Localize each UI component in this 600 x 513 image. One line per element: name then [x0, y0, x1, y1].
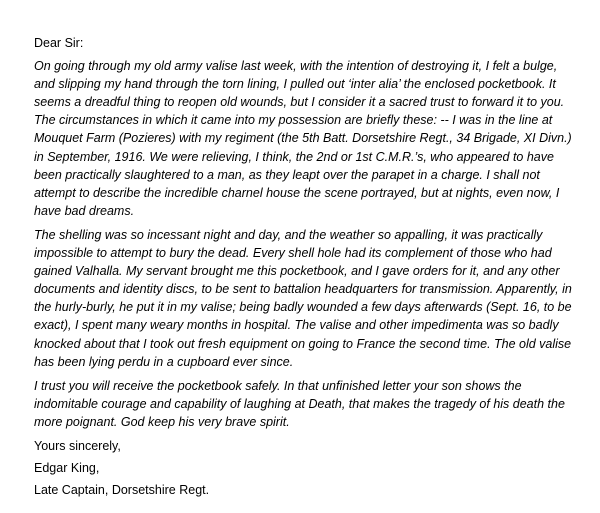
paragraph-2: The shelling was so incessant night and day, and the weather so appalling, it was practically impossible to attempt to bury the dead. Every shell hole had its complement of those who had gained Valhalla. My servant brought me this pocketbook, and I gave orders for it, and any other documents and identity discs, to be sent to battalion headquarters for transmission. Apparently, in the hurly-burly, he put it in my valise; being badly wounded a few days afterwards (Sept. 16, to be exact), I spent many weary months in hospital. The valise and other impedimenta was so badly knocked about that I took out fresh equipment on going to France the second time. The old valise has been lying perdu in a cupboard ever since.: [34, 227, 572, 369]
signature-title: Late Captain, Dorsetshire Regt.: [34, 483, 210, 498]
paragraph-1: On going through my old army valise last week, with the intention of destroying it, I felt a bulge, and slipping my hand through the torn lining, I pulled out ‘inter alia’ the enclosed pocketbook. It seems a dreadful thing to reopen old wounds, but I consider it a sacred trust to forward it to you. The circumstances in which it came into my possession are briefly these: -- I was in the line at Mouquet Farm (Pozieres) with my regiment (the 5th Batt. Dorsetshire Regt., 34 Brigade, XI Divn.) in September, 1916. We were relieving, I think, the 2nd or 1st C.M.R.’s, who appeared to have been practically slaughtered to a man, as they leapt over the parapet in a charge. I shall not attempt to describe the incredible charnel house the scene portrayed, but at nights, even now, I have bad dreams.: [34, 59, 572, 218]
signature-name: Edgar King,: [34, 461, 100, 476]
paragraph-3: I trust you will receive the pocketbook safely. In that unfinished letter your son shows the indomitable courage and capability of laughing at Death, that makes the tragedy of his death the more poignant. God keep his very brave spirit.: [34, 378, 565, 429]
closing: Yours sincerely,: [34, 438, 121, 453]
salutation: Dear Sir:: [34, 36, 84, 50]
